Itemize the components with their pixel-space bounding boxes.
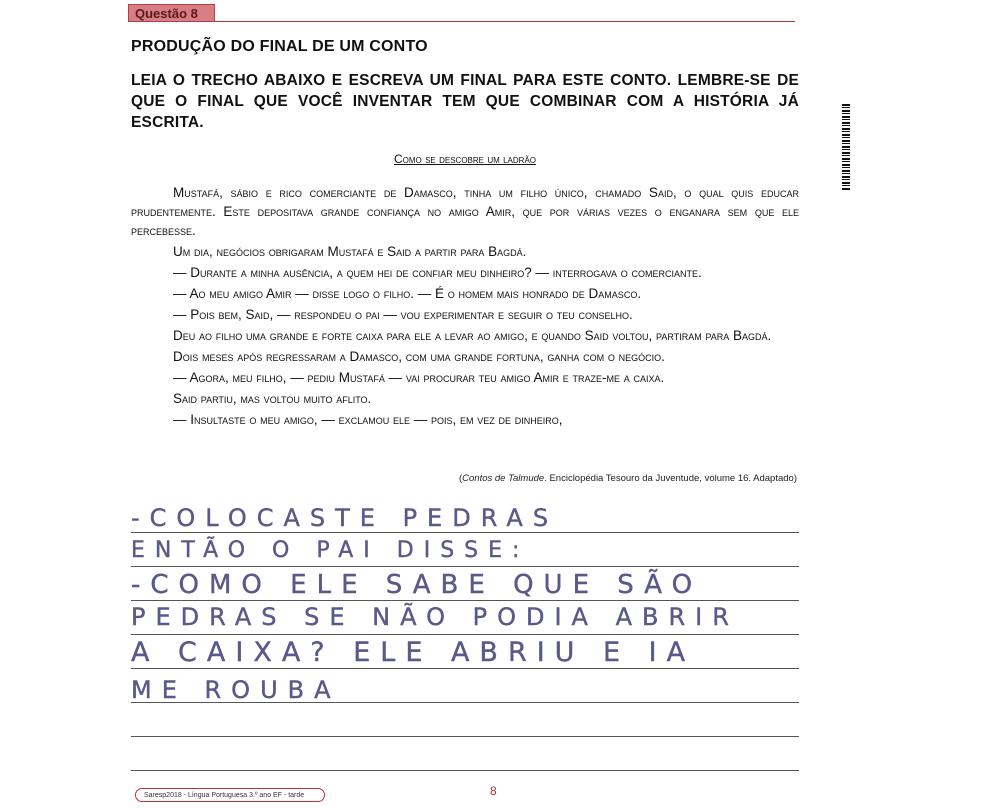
story-paragraph: — Durante a minha ausência, a quem hei de confiar meu dinheiro? — interrogava o comerciante.	[173, 265, 702, 280]
story-paragraph: Mustafá, sábio e rico comerciante de Damasco, tinha um filho único, chamado Said, o qual quis educar prudentemente. Este depositava grande confiança no amigo Amir, que por várias vezes o enganara sem que ele percebesse.	[131, 185, 799, 238]
story-paragraph: Said partiu, mas voltou muito aflito.	[173, 391, 372, 406]
header-rule	[215, 21, 795, 22]
answer-line	[131, 736, 799, 737]
page-title: PRODUÇÃO DO FINAL DE UM CONTO	[131, 38, 428, 55]
handwritten-line: ME ROUBA	[131, 676, 341, 704]
story-source: (Contos de Talmude. Enciclopédia Tesouro da Juventude, volume 16. Adaptado)	[458, 473, 797, 484]
handwritten-line: -COLOCASTE PEDRAS	[131, 504, 559, 532]
answer-line	[131, 532, 799, 533]
handwritten-line: ENTÃO O PAI DISSE:	[131, 538, 530, 563]
answer-line	[131, 600, 799, 601]
question-badge: Questão 8	[128, 4, 215, 22]
story-paragraph: — Pois bem, Said, — respondeu o pai — vou experimentar e seguir o teu conselho.	[173, 307, 633, 322]
story-paragraph: — Ao meu amigo Amir — disse logo o filho. — É o homem mais honrado de Damasco.	[173, 286, 642, 301]
source-details: . Enciclopédia Tesouro da Juventude, volume 16. Adaptado)	[544, 473, 797, 484]
answer-line	[131, 668, 799, 669]
answer-line	[131, 566, 799, 567]
answer-line	[131, 770, 799, 771]
footer-label: Saresp2018 - Língua Portuguesa 3.º ano EF - tarde	[135, 788, 325, 802]
barcode-icon	[842, 104, 850, 190]
story-paragraph: — Agora, meu filho, — pediu Mustafá — vai procurar teu amigo Amir e traze-me a caixa.	[173, 370, 665, 385]
page-number: 8	[490, 784, 497, 798]
story-paragraph: Um dia, negócios obrigaram Mustafá e Said a partir para Bagdá.	[173, 244, 527, 259]
story-paragraph: Dois meses após regressaram a Damasco, com uma grande fortuna, ganha com o negócio.	[173, 349, 665, 364]
answer-line	[131, 634, 799, 635]
story-paragraph: Deu ao filho uma grande e forte caixa para ele a levar ao amigo, e quando Said voltou, partiram para Bagdá.	[173, 328, 772, 343]
story-text	[131, 183, 799, 431]
handwritten-line: A CAIXA? ELE ABRIU E IA	[131, 637, 696, 668]
story-paragraph: — Insultaste o meu amigo, — exclamou ele — pois, em vez de dinheiro,	[173, 412, 563, 427]
story-title: Como se descobre um ladrão	[393, 152, 537, 166]
source-title: Contos de Talmude	[462, 473, 545, 484]
instructions: LEIA O TRECHO ABAIXO E ESCREVA UM FINAL PARA ESTE CONTO. LEMBRE-SE DE QUE O FINAL QUE VOCÊ INVENTAR TEM QUE COMBINAR COM A HISTÓRIA JÁ ESCRITA.	[131, 72, 799, 131]
handwritten-line: -COMO ELE SABE QUE SÃO	[131, 570, 703, 600]
handwritten-line: PEDRAS SE NÃO PODIA ABRIR	[131, 603, 739, 631]
